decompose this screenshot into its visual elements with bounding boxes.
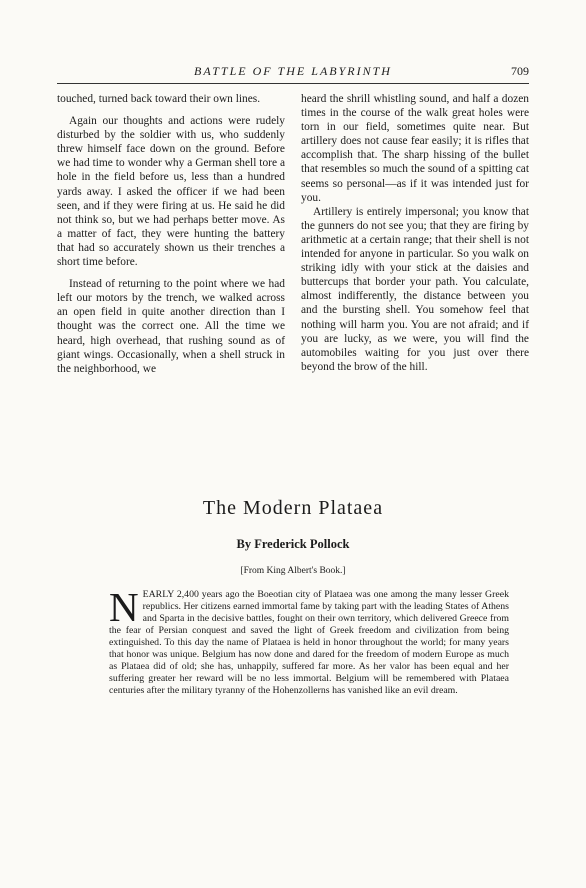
source-note: [From King Albert's Book.] [240, 566, 346, 576]
article-body [109, 584, 509, 697]
byline: By Frederick Pollock [236, 537, 350, 551]
left-column [57, 92, 285, 384]
page-number: 709 [511, 64, 529, 78]
article-body-text: EARLY 2,400 years ago the Boeotian city of Plataea was one among the many lesser Greek republics. Her citizens earned immortal fame by taking part with the leading States of Athens and Sparta in the decisive battles, fought on their own territory, which delivered Greece from the fear of Persian conquest and saved the light of Greek freedom and civilization from being extinguished. To this day the name of Plataea is held in honor throughout the world; for many years that honor was unique. Belgium has now done and dared for the freedom of modern Europe as much as Plataea did of old; she has, unhappily, suffered far more. As her valor has been equal and her suffering greater her reward will be no less immortal. Belgium will be remembered with Plataea centuries after the military tyranny of the Hohenzollerns has vanished like an evil dream. [109, 589, 509, 697]
paragraph: Instead of returning to the point where we had left our motors by the trench, we walked across an open field in quite another direction than I thought was the correct one. All the time we heard, high overhead, that rushing sound as of giant wings. Occasionally, when a shell struck in the neighborhood, we [57, 278, 285, 375]
right-column [301, 92, 529, 374]
paragraph: touched, turned back toward their own lines. [57, 93, 261, 105]
paragraph: heard the shrill whistling sound, and half a dozen times in the course of the walk great holes were torn in our field, sometimes quite near. But artillery does not cause fear easily; it is rifles that accomplish that. The sharp hissing of the bullet that resembles so much the sound of a spitting cat seems so personal—as if it was intended just for you. [301, 93, 529, 204]
paragraph: Again our thoughts and actions were rudely disturbed by the soldier with us, who suddenly threw himself face down on the ground. Before we had time to wonder why a German shell tore a hole in the field before us, less than a hundred yards away. I asked the officer if we had been seen, and if they were firing at us. He said he did not think so, but we had perhaps better move. As a matter of fact, they were hunting the battery that had so accurately shown us their trenches a short time before. [57, 115, 285, 269]
paragraph: Artillery is entirely impersonal; you know that the gunners do not see you; that they are firing by arithmetic at a certain range; that their shell is not intended for anyone in particular. So you walk on striking idly with your stick at the daisies and buttercups that border your path. You calculate, almost indifferently, the distance between you and the bursting shell. You somehow feel that nothing will harm you. You are not afraid; and if you are lucky, as we were, you will find the automobiles waiting for you just over there beyond the brow of the hill. [301, 205, 529, 373]
article-title: The Modern Plataea [202, 497, 384, 519]
header-rule [57, 83, 529, 84]
running-head [57, 64, 529, 82]
running-title: BATTLE OF THE LABYRINTH [194, 64, 392, 78]
drop-cap: N [109, 584, 139, 630]
